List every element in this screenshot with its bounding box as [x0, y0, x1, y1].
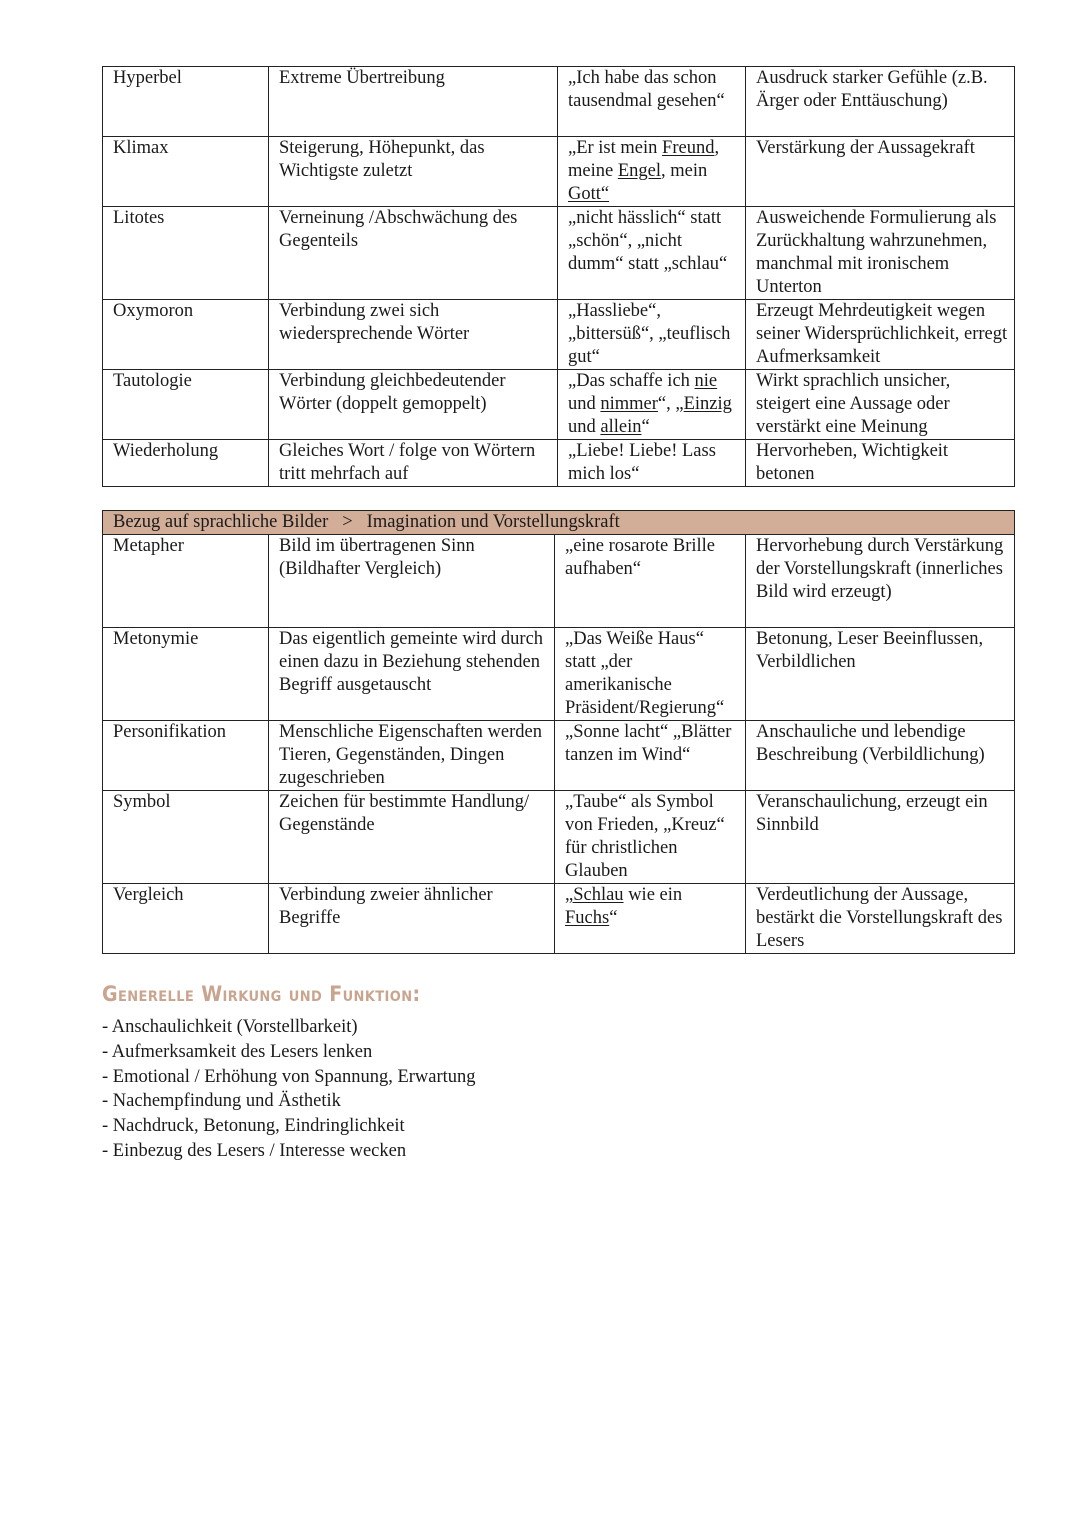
- definition-cell: Verbindung gleichbedeutender Wörter (doppelt gemoppelt): [269, 370, 558, 440]
- example-cell: „Sonne lacht“ „Blätter tanzen im Wind“: [555, 721, 746, 791]
- sprachliche-bilder-table: [102, 510, 1015, 954]
- term-cell: Symbol: [103, 791, 269, 884]
- term-cell: Hyperbel: [103, 67, 269, 137]
- table-row: [103, 370, 1015, 440]
- effect-cell: Verstärkung der Aussagekraft: [746, 137, 1015, 207]
- example-cell: „Ich habe das schon tausendmal gesehen“: [558, 67, 746, 137]
- list-item: - Aufmerksamkeit des Lesers lenken: [102, 1040, 476, 1065]
- header-left-label: Bezug auf sprachliche Bilder: [113, 512, 329, 532]
- effect-cell: Hervorhebung durch Verstärkung der Vorstellungskraft (innerliches Bild wird erzeugt): [746, 535, 1015, 628]
- list-item: - Nachempfindung und Ästhetik: [102, 1089, 476, 1114]
- term-cell: Tautologie: [103, 370, 269, 440]
- term-cell: Oxymoron: [103, 300, 269, 370]
- effect-cell: Betonung, Leser Beeinflussen, Verbildlichen: [746, 628, 1015, 721]
- term-cell: Klimax: [103, 137, 269, 207]
- effect-cell: Ausdruck starker Gefühle (z.B. Ärger oder Enttäuschung): [746, 67, 1015, 137]
- effect-cell: Verdeutlichung der Aussage, bestärkt die Vorstellungskraft des Lesers: [746, 884, 1015, 954]
- definition-cell: Verneinung /Abschwächung des Gegenteils: [269, 207, 558, 300]
- effect-cell: Hervorheben, Wichtigkeit betonen: [746, 440, 1015, 487]
- definition-cell: Gleiches Wort / folge von Wörtern tritt mehrfach auf: [269, 440, 558, 487]
- term-cell: Litotes: [103, 207, 269, 300]
- example-cell: „nicht hässlich“ statt „schön“, „nicht dumm“ statt „schlau“: [558, 207, 746, 300]
- effect-cell: Erzeugt Mehrdeutigkeit wegen seiner Widersprüchlichkeit, erregt Aufmerksamkeit: [746, 300, 1015, 370]
- term-cell: Vergleich: [103, 884, 269, 954]
- table-row: [103, 137, 1015, 207]
- section-heading: Generelle Wirkung und Funktion:: [102, 982, 421, 1007]
- definition-cell: Verbindung zwei sich wiedersprechende Wörter: [269, 300, 558, 370]
- table-row: [103, 67, 1015, 137]
- table-row: [103, 628, 1015, 721]
- example-cell: „Das schaffe ich nie und nimmer“, „Einzig und allein“: [558, 370, 746, 440]
- example-cell: „Das Weiße Haus“ statt „der amerikanische Präsident/Regierung“: [555, 628, 746, 721]
- table-row: [103, 440, 1015, 487]
- wirkung-list: [102, 1015, 476, 1164]
- definition-cell: Menschliche Eigenschaften werden Tieren, Gegenständen, Dingen zugeschrieben: [269, 721, 555, 791]
- effect-cell: Anschauliche und lebendige Beschreibung (Verbildlichung): [746, 721, 1015, 791]
- definition-cell: Zeichen für bestimmte Handlung/ Gegenstände: [269, 791, 555, 884]
- table-row: [103, 884, 1015, 954]
- arrow-separator: >: [342, 512, 353, 532]
- list-item: - Einbezug des Lesers / Interesse wecken: [102, 1139, 476, 1164]
- definition-cell: Extreme Übertreibung: [269, 67, 558, 137]
- term-cell: Wiederholung: [103, 440, 269, 487]
- effect-cell: Ausweichende Formulierung als Zurückhaltung wahrzunehmen, manchmal mit ironischem Unterton: [746, 207, 1015, 300]
- term-cell: Metapher: [103, 535, 269, 628]
- effect-cell: Wirkt sprachlich unsicher, steigert eine Aussage oder verstärkt eine Meinung: [746, 370, 1015, 440]
- definition-cell: Verbindung zweier ähnlicher Begriffe: [269, 884, 555, 954]
- table-row: [103, 207, 1015, 300]
- effect-cell: Veranschaulichung, erzeugt ein Sinnbild: [746, 791, 1015, 884]
- term-cell: Metonymie: [103, 628, 269, 721]
- table-row: [103, 791, 1015, 884]
- example-cell: „Er ist mein Freund, meine Engel, mein Gott“: [558, 137, 746, 207]
- example-cell: „eine rosarote Brille aufhaben“: [555, 535, 746, 628]
- table-row: [103, 721, 1015, 791]
- example-cell: „Liebe! Liebe! Lass mich los“: [558, 440, 746, 487]
- header-right-label: Imagination und Vorstellungskraft: [366, 512, 620, 532]
- list-item: - Anschaulichkeit (Vorstellbarkeit): [102, 1015, 476, 1040]
- example-cell: „Taube“ als Symbol von Frieden, „Kreuz“ für christlichen Glauben: [555, 791, 746, 884]
- definition-cell: Bild im übertragenen Sinn (Bildhafter Vergleich): [269, 535, 555, 628]
- table-category-header: [103, 511, 1015, 535]
- term-cell: Personifikation: [103, 721, 269, 791]
- definition-cell: Das eigentlich gemeinte wird durch einen dazu in Beziehung stehenden Begriff ausgetauscht: [269, 628, 555, 721]
- example-cell: „Schlau wie ein Fuchs“: [555, 884, 746, 954]
- definition-cell: Steigerung, Höhepunkt, das Wichtigste zuletzt: [269, 137, 558, 207]
- table-header-row: [103, 511, 1015, 535]
- list-item: - Nachdruck, Betonung, Eindringlichkeit: [102, 1114, 476, 1139]
- list-item: - Emotional / Erhöhung von Spannung, Erwartung: [102, 1065, 476, 1090]
- table-row: [103, 300, 1015, 370]
- example-cell: „Hassliebe“, „bittersüß“, „teuflisch gut“: [558, 300, 746, 370]
- table-row: [103, 535, 1015, 628]
- stilmittel-table-1: [102, 66, 1015, 487]
